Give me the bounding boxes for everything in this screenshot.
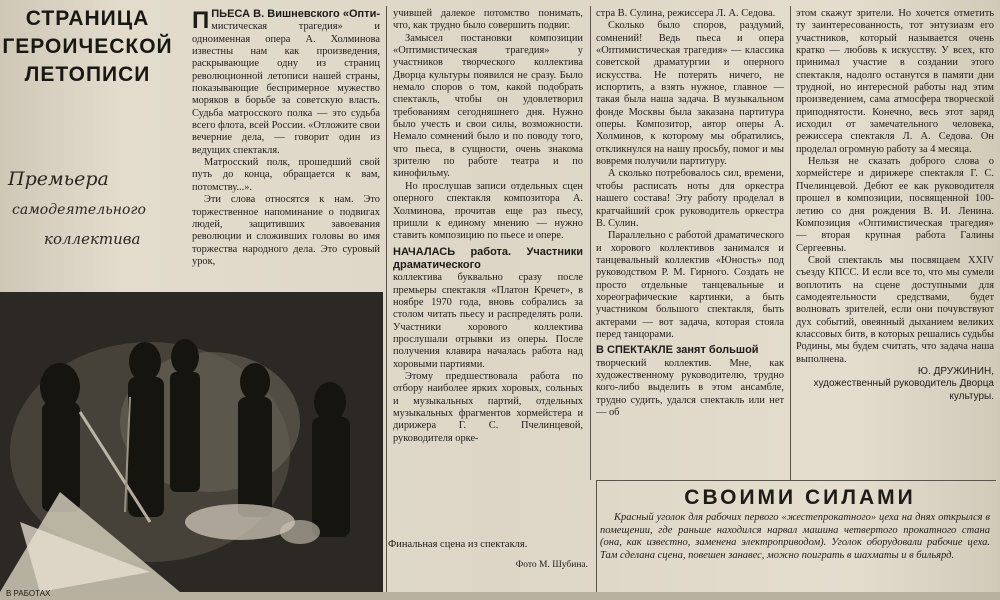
col3-lead-2: В СПЕКТАКЛЕ занят большой xyxy=(596,344,759,357)
col3-paragraph-2: Сколько было споров, раздумий, сомнений! Ведь пьеса и опера «Оптимистическая трагедия» — классика советской драматургии и оперного искусства. Не потерять ничего, не испортить, а взять нужное, главное — такая была наша задача. В музыкальном фонде Москвы была заказана партитура оперы. Композитор, автор оперы А. Холминов, к которому мы обратились, откликнулся на нашу просьбу, помог и мы вовремя получили партитуру. xyxy=(596,20,784,168)
col2-paragraph-3: Но прослушав записи отдельных сцен оперного спектакля композитора А. Холминова, прочитав еще раз пьесу, пришли к единому мнению — нужно ставить композицию по пьесе и опере. xyxy=(393,180,583,242)
col4-paragraph-3: Свой спектакль мы посвящаем XXIV съезду КПСС. И если все то, что мы сумели воплотить на сцене доступными для самодеятельности средствами, будет волновать зрителей, если они почувствуют дух событий, овеянный дыханием великих классовых битв, в которых решались судьбы Родины, мы будем считать, что задача наша выполнена. xyxy=(796,254,994,365)
photo-caption xyxy=(388,538,588,572)
column-rule-2 xyxy=(590,6,591,480)
col1-lead: ПЬЕСА В. Вишневского «Опти- xyxy=(211,8,380,20)
stage-photo xyxy=(0,292,383,594)
dropcap: П xyxy=(192,8,210,34)
box-paragraph: Красный уголок для рабочих первого «жестепрокатного» цеха на днях открылся в помещении, где раньше находился нарвал машина четвертого прокатного стана (она, как известно, заменена электроприводом). Уголок оборудовали рабочие цеха. Там сделана сцена, повешен занавес, можно поиграть в шахматы и в бильярд. xyxy=(600,512,990,561)
column-rule-1 xyxy=(386,6,387,592)
col1-paragraph-1: мистическая трагедия» и одноименная опера А. Холминова известны нам как произведения, раскрывающие одну из страниц революционной летописи нашей страны, показывающие беспримерное мужество моряков в борьбе за советскую власть. Судьба матросского полка — это судьба всего флота, всей России. «Отложите свои вечерние дела, — говорит один из ведущих спектакля. xyxy=(192,21,380,156)
box-rule-top xyxy=(596,480,996,481)
column-2 xyxy=(393,8,583,530)
photo-credit: Фото М. Шубина. xyxy=(515,560,588,570)
subhead xyxy=(0,168,180,256)
signature-role: художественный руководитель Дворца культуры. xyxy=(813,378,994,402)
footer-text: В РАБОТАХ xyxy=(6,589,51,598)
col4-paragraph-2: Нельзя не сказать доброго слова о хормейстере и дирижере спектакля Г. С. Пчелинцевой. Дебют ее как руководителя прошел в композиции, посвященной 100-летию со дня рождения В. И. Ленина. Композиция «Оптимистическая трагедия» — вторая крупная работа Галины Сергеевны. xyxy=(796,156,994,254)
box-rule-left xyxy=(596,480,597,592)
stage-photo-drawing xyxy=(0,292,382,594)
col4-paragraph-1: этом скажут зрители. Но хочется отметить ту заинтересованность, тот энтузиазм его участников, который называется очень кратко — любовь к искусству. У всех, кто принимал участие в создании этого спектакля, надолго останутся в памяти дни трудной, но интересной работы над этим произведением, сама атмосфера творческой приподнятости. Конечно, весь этот заряд исходил от замечательного человека, режиссера спектакля Л. А. Седова. Он проделал огромную работу за 4 месяца. xyxy=(796,8,994,155)
col1-paragraph-2: Матросский полк, прошедший свой путь до конца, обращается к вам, потомству...». xyxy=(192,157,380,193)
col2-paragraph-1: учившей далекое потомство понимать, что, как трудно было совершить подвиг. xyxy=(393,8,583,32)
subhead-word-3: коллектива xyxy=(44,230,141,248)
headline xyxy=(0,5,175,89)
box-title: СВОИМИ СИЛАМИ xyxy=(684,486,916,509)
col3-paragraph-5: творческий коллектив. Мне, как художественному руководителю, трудно кого-либо выделить в этом ансамбле, трудно судить, удался спектакль или нет — об xyxy=(596,357,784,418)
column-4 xyxy=(796,8,994,480)
headline-line-3: ЛЕТОПИСИ xyxy=(24,63,151,86)
col2-paragraph-5: Этому предшествовала работа по отбору наиболее ярких хоровых, сольных и музыкальных партий, отдельных музыкальных фрагментов хормейстера и дирижера Г. С. Пчелинцевой, руководителя орке- xyxy=(393,370,583,444)
bottom-strip xyxy=(0,589,1000,600)
col1-paragraph-3: Эти слова относятся к нам. Это торжественное напоминание о подвигах людей, защитивших завоевания революции и сложивших головы во имя торжества народного дела. Это суровый урок, xyxy=(192,194,380,267)
subhead-word-1: Премьера xyxy=(8,168,109,190)
col2-paragraph-4: коллектива буквально сразу после премьеры спектакля «Платон Кречет», в ноябре 1970 года, вновь собрались за столом читать пьесу и распределять роли. Участники хорового коллектива прослушали отрывки из оперы. После получения клавира началась работа над хоровыми партиями. xyxy=(393,272,583,370)
column-3 xyxy=(596,8,784,478)
col3-paragraph-4: Параллельно с работой драматического и хорового коллективов занимался и танцевальный коллектив «Юность» под руководством Р. М. Гирного. Создать не просто отдельные танцевальные и хореографические картинки, а быть участником большого спектакля, быть актерами — вот задача, которая стояла перед танцорами. xyxy=(596,230,784,340)
subhead-word-2: самодеятельного xyxy=(12,202,146,218)
headline-line-2: ГЕРОИЧЕСКОЙ xyxy=(2,35,173,58)
col3-paragraph-3: А сколько потребовалось сил, времени, чтобы расписать ноты для оркестра нашего состава! Эту работу проделал в кратчайший срок руководитель оркестра В. Сулин. xyxy=(596,168,784,229)
col3-paragraph-1: стра В. Сулина, режиссера Л. А. Седова. xyxy=(596,8,776,19)
column-1 xyxy=(192,8,380,290)
col2-lead-2: НАЧАЛАСЬ работа. Участники драматического xyxy=(393,245,583,271)
signature-name: Ю. ДРУЖИНИН, xyxy=(917,365,994,377)
column-rule-3 xyxy=(790,6,791,480)
box-text xyxy=(600,512,990,562)
col2-paragraph-2: Замысел постановки композиции «Оптимистическая трагедия» у участников творческого коллектива Дворца культуры появился не сразу. Было немало споров о том, какой подобрать спектакль, чтобы он удовлетворил требованиям сегодняшнего дня. Нужно было учесть и свои силы, возможности. Немало сомнений было и по поводу того, что пьеса, в сущности, очень знакома зрителю по работе театра и по кинофильму. xyxy=(393,32,583,180)
photo-caption-text: Финальная сцена из спектакля. xyxy=(388,539,528,550)
headline-line-1: СТРАНИЦА xyxy=(25,7,150,30)
